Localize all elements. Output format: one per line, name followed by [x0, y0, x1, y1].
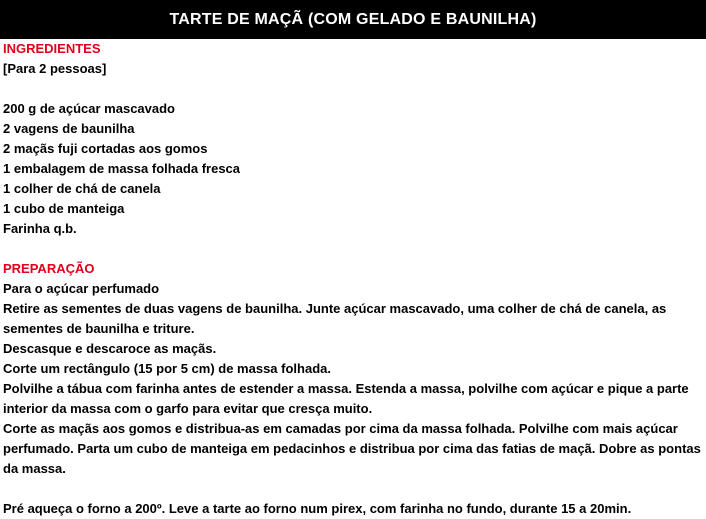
- preparation-steps: [3, 279, 699, 479]
- servings-note: [Para 2 pessoas]: [3, 61, 107, 76]
- ingredient-item: 2 maçãs fuji cortadas aos gomos: [3, 141, 208, 156]
- preparation-line: sementes de baunilha e triture.: [3, 321, 195, 336]
- preparation-line: Descasque e descaroce as maçãs.: [3, 341, 217, 356]
- oven-instruction: Pré aqueça o forno a 200º. Leve a tarte ao forno num pirex, com farinha no fundo, durante 15 a 20min.: [3, 501, 632, 516]
- preparation-line: interior da massa com o garfo para evitar que cresça muito.: [3, 401, 373, 416]
- preparation-heading: PREPARAÇÃO: [3, 261, 95, 276]
- preparation-line: Corte as maçãs aos gomos e distribua-as em camadas por cima da massa folhada. Polvilhe com mais açúcar: [3, 421, 678, 436]
- ingredient-item: 1 colher de chá de canela: [3, 181, 161, 196]
- ingredient-item: 1 cubo de manteiga: [3, 201, 125, 216]
- ingredients-heading: INGREDIENTES: [3, 41, 101, 56]
- ingredient-item: 200 g de açúcar mascavado: [3, 101, 175, 116]
- preparation-line: perfumado. Parta um cubo de manteiga em pedacinhos e distribua por cima das fatias de maçã. Dobre as pontas: [3, 441, 701, 456]
- ingredient-item: Farinha q.b.: [3, 221, 77, 236]
- recipe-body: [3, 39, 699, 519]
- ingredient-item: 2 vagens de baunilha: [3, 121, 135, 136]
- preparation-line: Corte um rectângulo (15 por 5 cm) de massa folhada.: [3, 361, 331, 376]
- spacer: [3, 239, 699, 259]
- preparation-line: Polvilhe a tábua com farinha antes de estender a massa. Estenda a massa, polvilhe com açúcar e pique a parte: [3, 381, 689, 396]
- preparation-line: da massa.: [3, 461, 66, 476]
- preparation-line: Retire as sementes de duas vagens de baunilha. Junte açúcar mascavado, uma colher de chá de canela, as: [3, 301, 667, 316]
- spacer: [3, 79, 699, 99]
- ingredients-list: [3, 99, 699, 239]
- page-title: TARTE DE MAÇÃ (COM GELADO E BAUNILHA): [0, 0, 706, 39]
- spacer: [3, 479, 699, 499]
- ingredient-item: 1 embalagem de massa folhada fresca: [3, 161, 241, 176]
- preparation-line: Para o açúcar perfumado: [3, 281, 160, 296]
